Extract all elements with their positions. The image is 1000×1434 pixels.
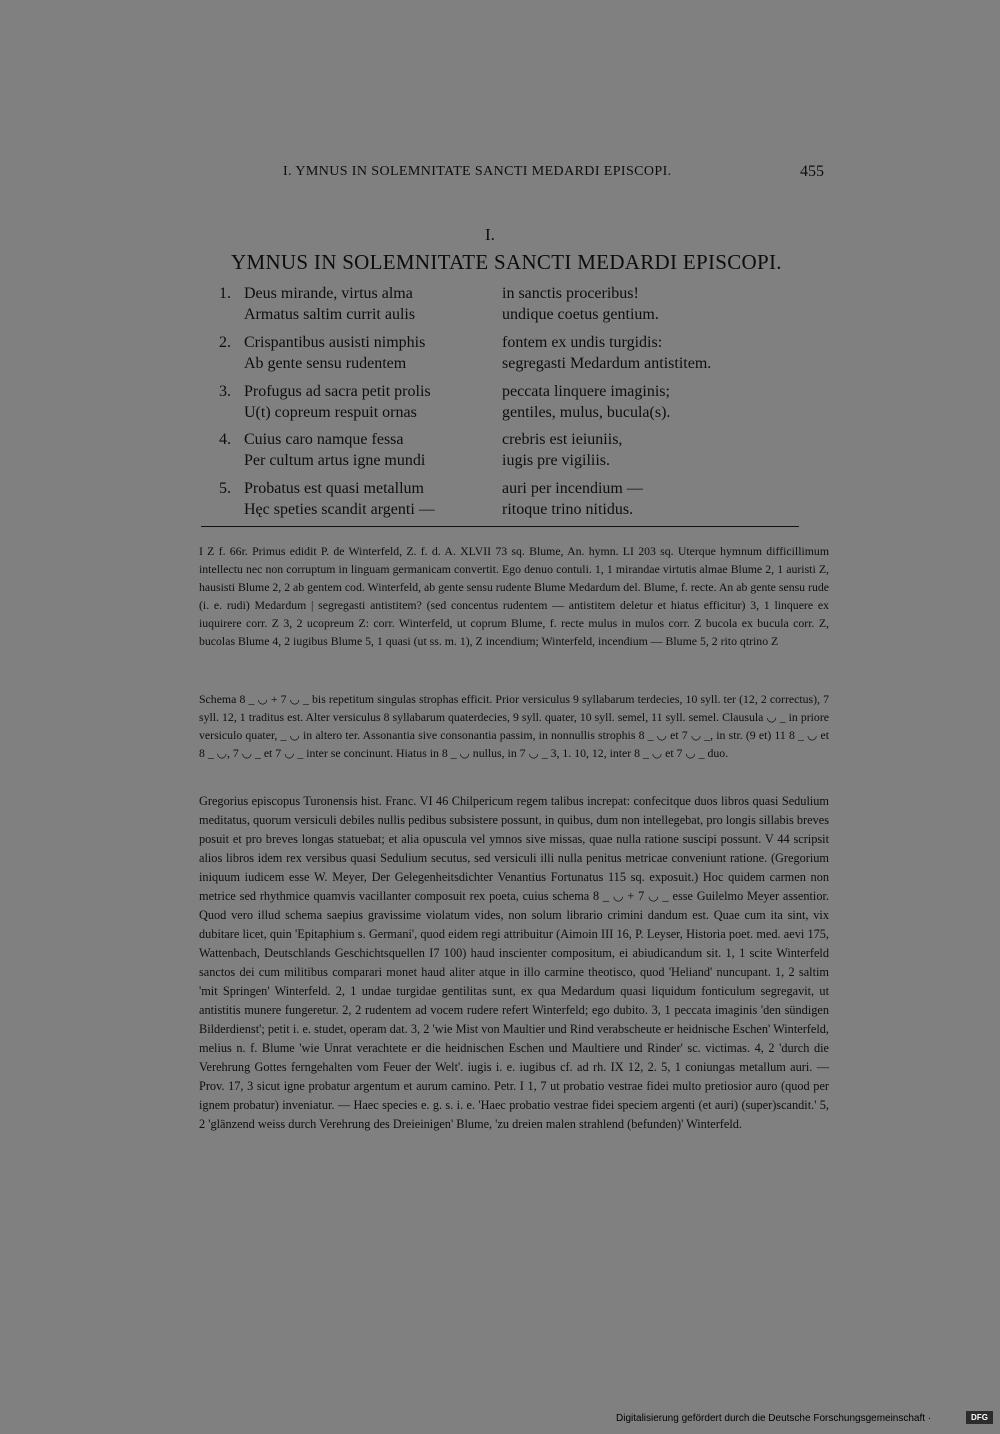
- verse-right: auri per incendium —: [502, 480, 643, 497]
- verse-right: crebris est ieiuniis,: [502, 431, 623, 448]
- critical-notes: I Z f. 66r. Primus edidit P. de Winterfeld, Z. f. d. A. XLVII 73 sq. Blume, An. hymn. LI 203 sq. Uterque hymnum difficillimum intellectu nec non corruptum in linguam germanicam convertit. Ego denuo contuli. 1, 1 mirandae virtutis almae Blume 2, 1 auristi Z, hausisti Blume 2, 2 ab gentem cod. Winterfeld, ab gente sensu rudente Blume Medardum del. Blume, f. recte. An ab gente sensu rude (i. e. rudi) Medardum | segregasti antistitem? (sed concentus rudentem — antistitem deletur et hiatus efficitur) 3, 1 linquere ex iuquirere corr. Z 3, 2 ucopreum Z: corr. Winterfeld, ut coprum Blume, f. recte mulus in mulos corr. Z bucola ex bucula corr. Z, bucolas Blume 4, 2 iugibus Blume 5, 1 quasi (ut ss. m. 1), Z incendium; Winterfeld, incendium — Blume 5, 2 rito qtrino Z: [199, 544, 829, 649]
- verse-right: fontem ex undis turgidis:: [502, 334, 663, 351]
- schema-notes: Schema 8 _ ◡ + 7 ◡ _ bis repetitum singulas strophas efficit. Prior versiculus 9 syllabarum terdecies, 10 syll. ter (12, 2 correctus), 7 syll. 12, 1 traditus est. Alter versiculus 8 syllabarum quaterdecies, 9 syll. quater, 10 syll. semel, 11 syll. semel. Clausula ◡ _ in priore versiculo quater, _ ◡ in altero ter. Assonantia sive consonantia passim, in nonnullis strophis 8 _ ◡ et 7 ◡ _, in str. (9 et) 11 8 _ ◡ et 8 _ ◡, 7 ◡ _ et 7 ◡ _ inter se concinunt. Hiatus in 8 _ ◡ nullus, in 7 ◡ _ 3, 1. 10, 12, inter 8 _ ◡ et 7 ◡ _ duo.: [199, 692, 829, 761]
- verse-right: iugis pre vigiliis.: [502, 452, 610, 469]
- dfg-logo: DFG: [966, 1411, 993, 1424]
- verse-right: ritoque trino nitidus.: [502, 501, 634, 518]
- verse-right: segregasti Medardum antistitem.: [502, 355, 712, 372]
- stanza-number: 1.: [219, 285, 231, 302]
- separator-rule: [201, 526, 799, 527]
- verse-left: Per cultum artus igne mundi: [244, 452, 426, 469]
- verse-left: Crispantibus ausisti nimphis: [244, 334, 426, 351]
- verse-left: Cuius caro namque fessa: [244, 431, 404, 448]
- verse-right: peccata linquere imaginis;: [502, 383, 670, 400]
- stanza-number: 2.: [219, 334, 231, 351]
- poem-title: YMNUS IN SOLEMNITATE SANCTI MEDARDI EPISCOPI.: [231, 250, 782, 274]
- digitization-credit: Digitalisierung gefördert durch die Deutsche Forschungsgemeinschaft ·: [616, 1413, 932, 1424]
- stanza-number: 3.: [219, 383, 231, 400]
- running-header: I. YMNUS IN SOLEMNITATE SANCTI MEDARDI EPISCOPI.: [283, 164, 672, 179]
- verse-left: Deus mirande, virtus alma: [244, 285, 413, 302]
- verse-left: Ab gente sensu rudentem: [244, 355, 407, 372]
- metrical-schema: [199, 690, 829, 762]
- verse-left: Armatus saltim currit aulis: [244, 306, 416, 323]
- verse-left: U(t) copreum respuit ornas: [244, 404, 417, 421]
- critical-apparatus: [199, 542, 829, 651]
- commentary: [199, 792, 829, 1134]
- verse-right: in sanctis proceribus!: [502, 285, 639, 302]
- verse-right: undique coetus gentium.: [502, 306, 659, 323]
- commentary-text: Gregorius episcopus Turonensis hist. Franc. VI 46 Chilpericum regem talibus increpat: confecitque duos libros quasi Sedulium meditatus, quorum versiculi debiles nullis pedibus subsistere possunt, in quibus, dum non intellegebat, pro longis sillabis breves posuit et pro breves longas statuebat; et alia opuscula vel ymnos sive missas, quae nulla ratione suscipi possunt. V 44 scripsit alios libros idem rex versibus quasi Sedulium secutus, sed versiculi illi nulla penitus metricae conveniunt ratione. (Gregorium iniquum iudicem esse W. Meyer, Der Gelegenheitsdichter Venantius Fortunatus 115 sq. exposuit.) Hoc quidem carmen non metrice sed rhythmice quamvis vacillanter composuit rex poeta, cuius schema 8 _ ◡ + 7 ◡ _ esse Guilelmo Meyer assentior. Quod vero illud schema saepius gravissime violatum vides, non solum librario crimini dandum est. Quae cum ita sint, vix dubitare licet, quin 'Epitaphium s. Germani', quod eidem regi attribuitur (Aimoin III 16, P. Leyser, Historia poet. med. aevi 175, Wattenbach, Deutschlands Geschichtsquellen I7 100) haud inscienter compositum, ei abiudicandum sit. 1, 1 scite Winterfeld sanctos dei cum militibus comparari monet haud aliter atque in illo carmine theotisco, quod 'Heliand' nuncupant. 1, 2 saltim 'mit Springen' Winterfeld. 2, 1 undae turgidae gentilitas sunt, ex qua Medardum quasi liquidum fonticulum segregavit, ut antistitis munere fungeretur. 2, 2 rudentem ad vocem rudere refert Winterfeld; ego dubito. 3, 1 peccata imaginis 'den sündigen Bilderdienst'; petit i. e. studet, operam dat. 3, 2 'wie Mist von Maultier und Rind verabscheute er heidnische Eschen' Winterfeld, melius n. f. Blume 'wie Unrat verachtete er die heidnischen Eschen und Maultiere und Rinder' sc. victimas. 4, 2 'durch die Verehrung Gottes ferngehalten vom Feuer der Welt'. iugis i. e. iugibus cf. ad rh. IX 12, 2. 5, 1 coniungas metallum auri. — Prov. 17, 3 sicut igne probatur argentum et aurum camino. Petr. I 1, 7 ut probatio vestrae fidei multo pretiosior auro (quod per ignem probatur) inveniatur. — Haec species e. g. s. i. e. 'Haec probatio vestrae fidei speciem argenti (et auri) (super)scandit.' 5, 2 'glänzend weiss durch Verehrung des Dreieinigen' Blume, 'zu dreien malen strahlend (befunden)' Winterfeld.: [199, 794, 829, 1131]
- section-number: I.: [485, 225, 495, 244]
- verse-left: Probatus est quasi metallum: [244, 480, 424, 497]
- verse-left: Hęc speties scandit argenti —: [244, 501, 435, 518]
- stanza-number: 5.: [219, 480, 231, 497]
- verse-right: gentiles, mulus, bucula(s).: [502, 404, 671, 421]
- verse-left: Profugus ad sacra petit prolis: [244, 383, 431, 400]
- page-number: 455: [800, 163, 824, 180]
- stanza-number: 4.: [219, 431, 231, 448]
